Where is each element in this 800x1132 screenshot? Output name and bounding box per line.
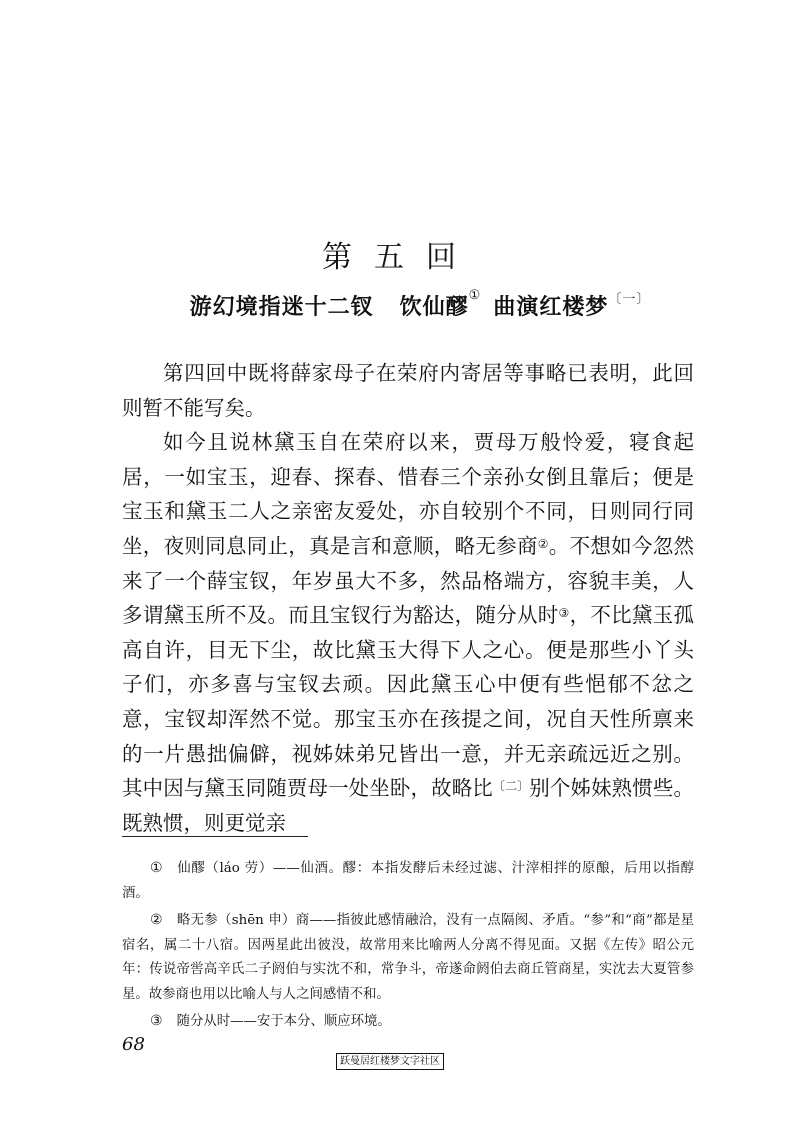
page-number: 68 [122, 1034, 145, 1055]
chapter-subtitle [120, 290, 720, 321]
paragraph-1: 第四回中既将薛家母子在荣府内寄居等事略已表明，此回则暂不能写矣。 [122, 361, 694, 420]
endnote-ref-1: 〔一〕 [608, 292, 651, 307]
paragraph-2-part-d: 别个姊妹熟惯些。既熟惯，则更觉亲 [122, 776, 694, 835]
subtitle-part-2: 饮仙醪 [399, 294, 469, 320]
footnote-number: ① [150, 860, 163, 876]
paragraph-2-part-c: ，不比黛玉孤高自许，目无下尘，故比黛玉大得下人之心。便是那些小丫头子们，亦多喜与宝钗去顽。因此黛玉心中便有些悒郁不忿之意，宝钗却浑然不觉。那宝玉亦在孩提之间，况自天性所禀来的一片愚拙偏僻，视姊妹弟兄皆出一意，并无亲疏远近之别。其中因与黛玉同随贾母一处坐卧，故略比 [122, 603, 694, 801]
chapter-title: 第五回 [322, 240, 478, 275]
footnote-ref-2: ② [537, 536, 549, 551]
watermark-stamp: 跃曼居红楼梦文字社区 [336, 1053, 444, 1070]
body-text [122, 356, 694, 840]
footnote-number: ② [150, 912, 163, 928]
footnotes [122, 856, 694, 1035]
paragraph-2-part-a: 如今且说林黛玉自在荣府以来，贾母万般怜爱，寝食起居，一如宝玉，迎春、探春、惜春三个亲孙女倒且靠后；便是宝玉和黛玉二人之亲密友爱处，亦自较别个不同，日则同行同坐，夜则同息同止，真是言和意顺，略无参商 [122, 430, 694, 558]
subtitle-part-3: 曲演红楼梦 [493, 294, 609, 320]
footnote-2 [122, 908, 694, 1007]
footnote-1 [122, 856, 694, 906]
footnote-ref-1: ① [468, 288, 482, 303]
endnote-ref-2: 〔二〕 [492, 779, 530, 794]
footnote-text: 略无参（shēn 申）商——指彼此感情融洽，没有一点隔阂、矛盾。“参”和“商”都是星宿名，属二十八宿。因两星此出彼没，故常用来比喻两人分离不得见面。又据《左传》昭公元年：传说帝喾高辛氏二子阏伯与实沈不和，常争斗，帝遂命阏伯去商丘管商星，实沈去大夏管参星。故参商也用以比喻人与人之间感情不和。 [122, 913, 694, 1002]
subtitle-part-1: 游幻境指迷十二钗 [189, 294, 374, 320]
footnote-number: ③ [150, 1013, 163, 1029]
footnote-divider [122, 836, 308, 837]
paragraph-2 [122, 425, 694, 840]
footnote-ref-3: ③ [558, 606, 570, 621]
footnote-3 [122, 1009, 694, 1035]
footnote-text: 随分从时——安于本分、顺应环境。 [176, 1014, 391, 1029]
paragraph-2-part-b: 。不想如今忽然来了一个薛宝钗，年岁虽大不多，然品格端方，容貌丰美，人多谓黛玉所不及。而且宝钗行为豁达，随分从时 [122, 533, 694, 628]
footnote-text: 仙醪（láo 劳）——仙酒。醪：本指发酵后未经过滤、汁滓相拌的原酿，后用以指醇酒。 [122, 861, 694, 901]
